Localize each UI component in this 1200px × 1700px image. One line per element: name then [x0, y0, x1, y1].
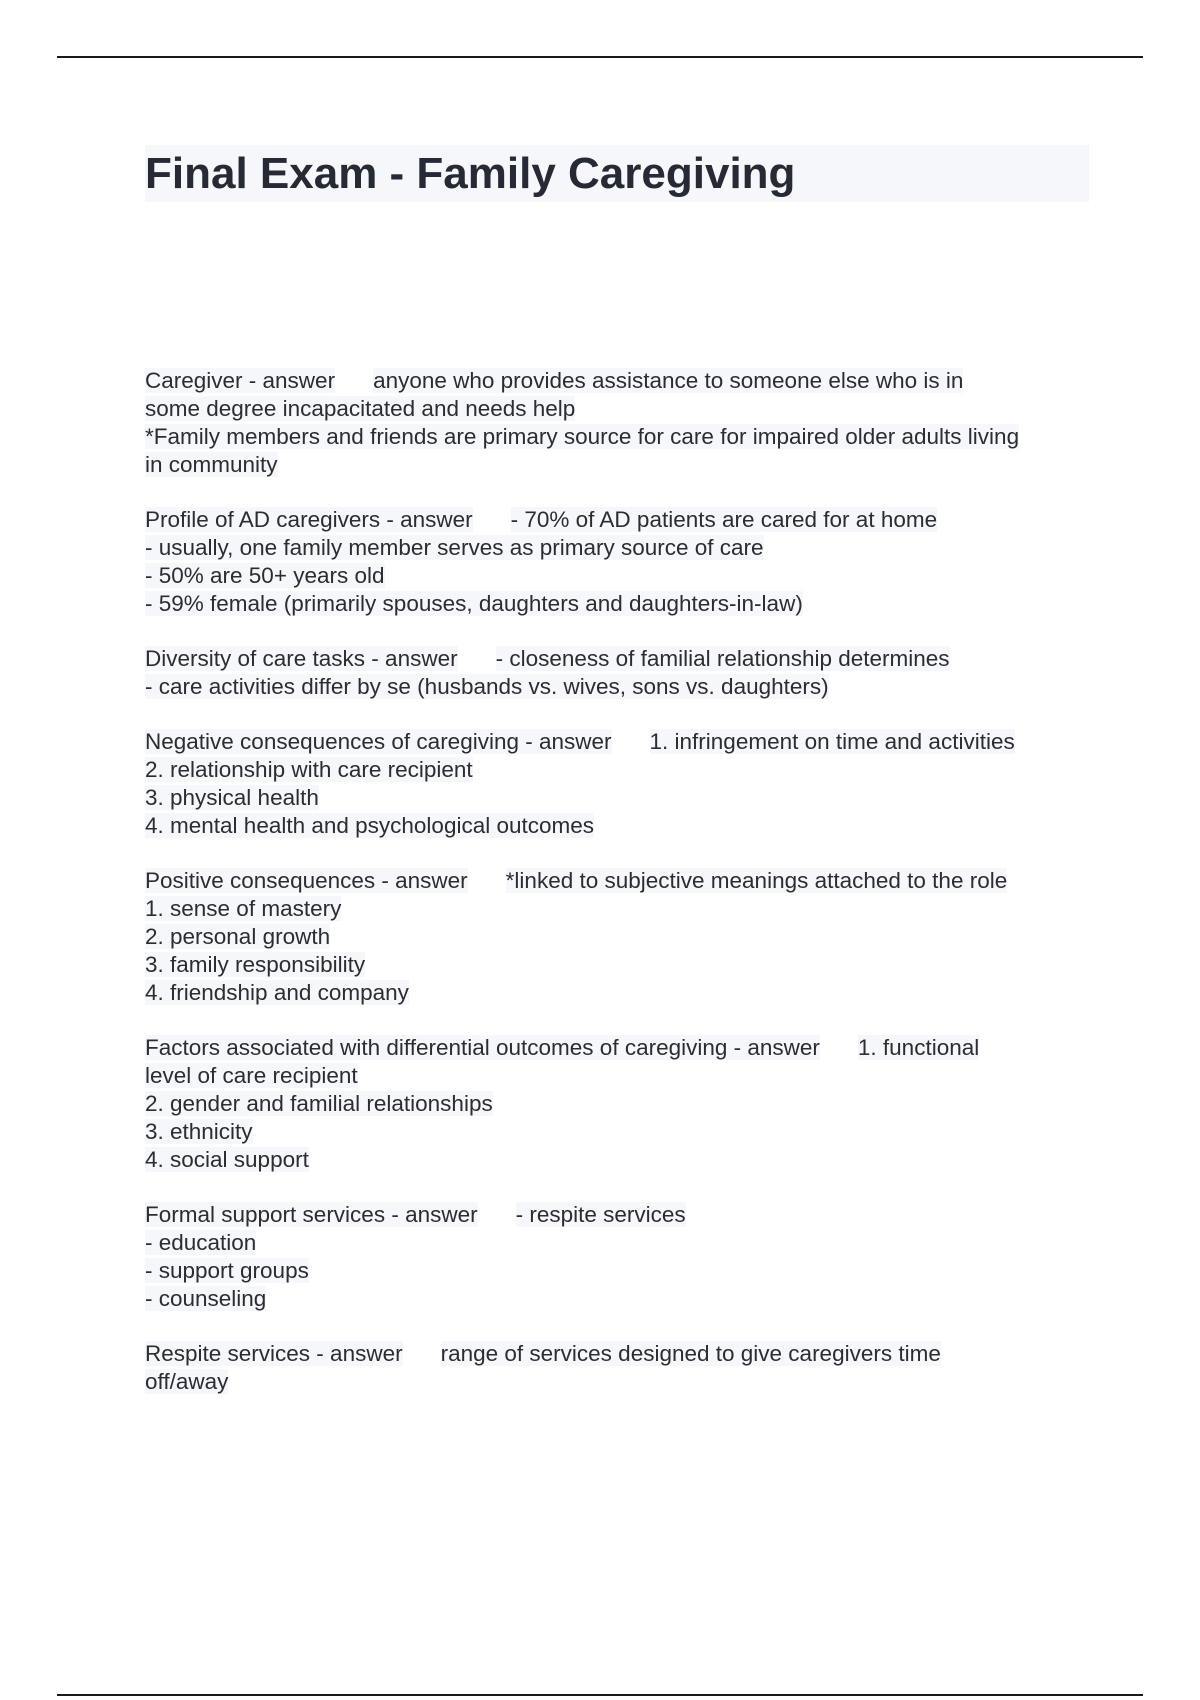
card-line: off/away: [145, 1369, 229, 1394]
card-line: - counseling: [145, 1286, 267, 1311]
card-answer: *linked to subjective meanings attached to the role: [505, 868, 1008, 893]
card-line: some degree incapacitated and needs help: [145, 396, 576, 421]
card-line: - 59% female (primarily spouses, daughters and daughters-in-law): [145, 591, 803, 616]
card-line: - care activities differ by se (husbands vs. wives, sons vs. daughters): [145, 674, 829, 699]
card-answer: - 70% of AD patients are cared for at home: [510, 507, 938, 532]
card-line: - usually, one family member serves as primary source of care: [145, 535, 764, 560]
card-first-line: [145, 1201, 1095, 1229]
card-first-line: [145, 1034, 1095, 1062]
card-answer: 1. infringement on time and activities: [649, 729, 1015, 754]
bottom-rule: [57, 1694, 1143, 1696]
flashcard: [145, 1034, 1095, 1174]
flashcard: [145, 867, 1095, 1007]
card-term: Profile of AD caregivers - answer: [145, 507, 473, 532]
card-line: - 50% are 50+ years old: [145, 563, 385, 588]
flashcard: [145, 1201, 1095, 1313]
card-first-line: [145, 506, 1095, 534]
card-term: Formal support services - answer: [145, 1202, 478, 1227]
top-rule: [57, 56, 1143, 58]
card-first-line: [145, 728, 1095, 756]
card-line: 4. mental health and psychological outcomes: [145, 813, 595, 838]
card-answer: - respite services: [515, 1202, 686, 1227]
page-title: Final Exam - Family Caregiving: [145, 149, 796, 198]
card-term: Factors associated with differential outcomes of caregiving - answer: [145, 1035, 820, 1060]
flashcard: [145, 645, 1095, 701]
card-answer: range of services designed to give caregivers time: [440, 1341, 941, 1366]
card-line: 3. ethnicity: [145, 1119, 253, 1144]
card-line: 2. relationship with care recipient: [145, 757, 473, 782]
card-term: Caregiver - answer: [145, 368, 336, 393]
card-line: - education: [145, 1230, 257, 1255]
card-line: 4. social support: [145, 1147, 309, 1172]
card-line: *Family members and friends are primary source for care for impaired older adults living: [145, 424, 1020, 449]
card-line: 3. physical health: [145, 785, 319, 810]
card-first-line: [145, 645, 1095, 673]
card-line: 2. personal growth: [145, 924, 331, 949]
card-line: 1. sense of mastery: [145, 896, 342, 921]
card-answer: anyone who provides assistance to someone else who is in: [373, 368, 964, 393]
flashcard: [145, 506, 1095, 618]
card-line: level of care recipient: [145, 1063, 358, 1088]
card-first-line: [145, 1340, 1095, 1368]
card-answer: 1. functional: [857, 1035, 980, 1060]
flashcard-list: [145, 367, 1095, 1423]
card-line: 3. family responsibility: [145, 952, 366, 977]
card-line: 2. gender and familial relationships: [145, 1091, 493, 1116]
flashcard: [145, 367, 1095, 479]
card-term: Respite services - answer: [145, 1341, 403, 1366]
card-line: 4. friendship and company: [145, 980, 409, 1005]
flashcard: [145, 1340, 1095, 1396]
card-term: Positive consequences - answer: [145, 868, 468, 893]
flashcard: [145, 728, 1095, 840]
card-line: in community: [145, 452, 278, 477]
card-term: Negative consequences of caregiving - answer: [145, 729, 612, 754]
card-answer: - closeness of familial relationship determines: [495, 646, 950, 671]
card-term: Diversity of care tasks - answer: [145, 646, 458, 671]
card-first-line: [145, 367, 1095, 395]
card-first-line: [145, 867, 1095, 895]
card-line: - support groups: [145, 1258, 309, 1283]
